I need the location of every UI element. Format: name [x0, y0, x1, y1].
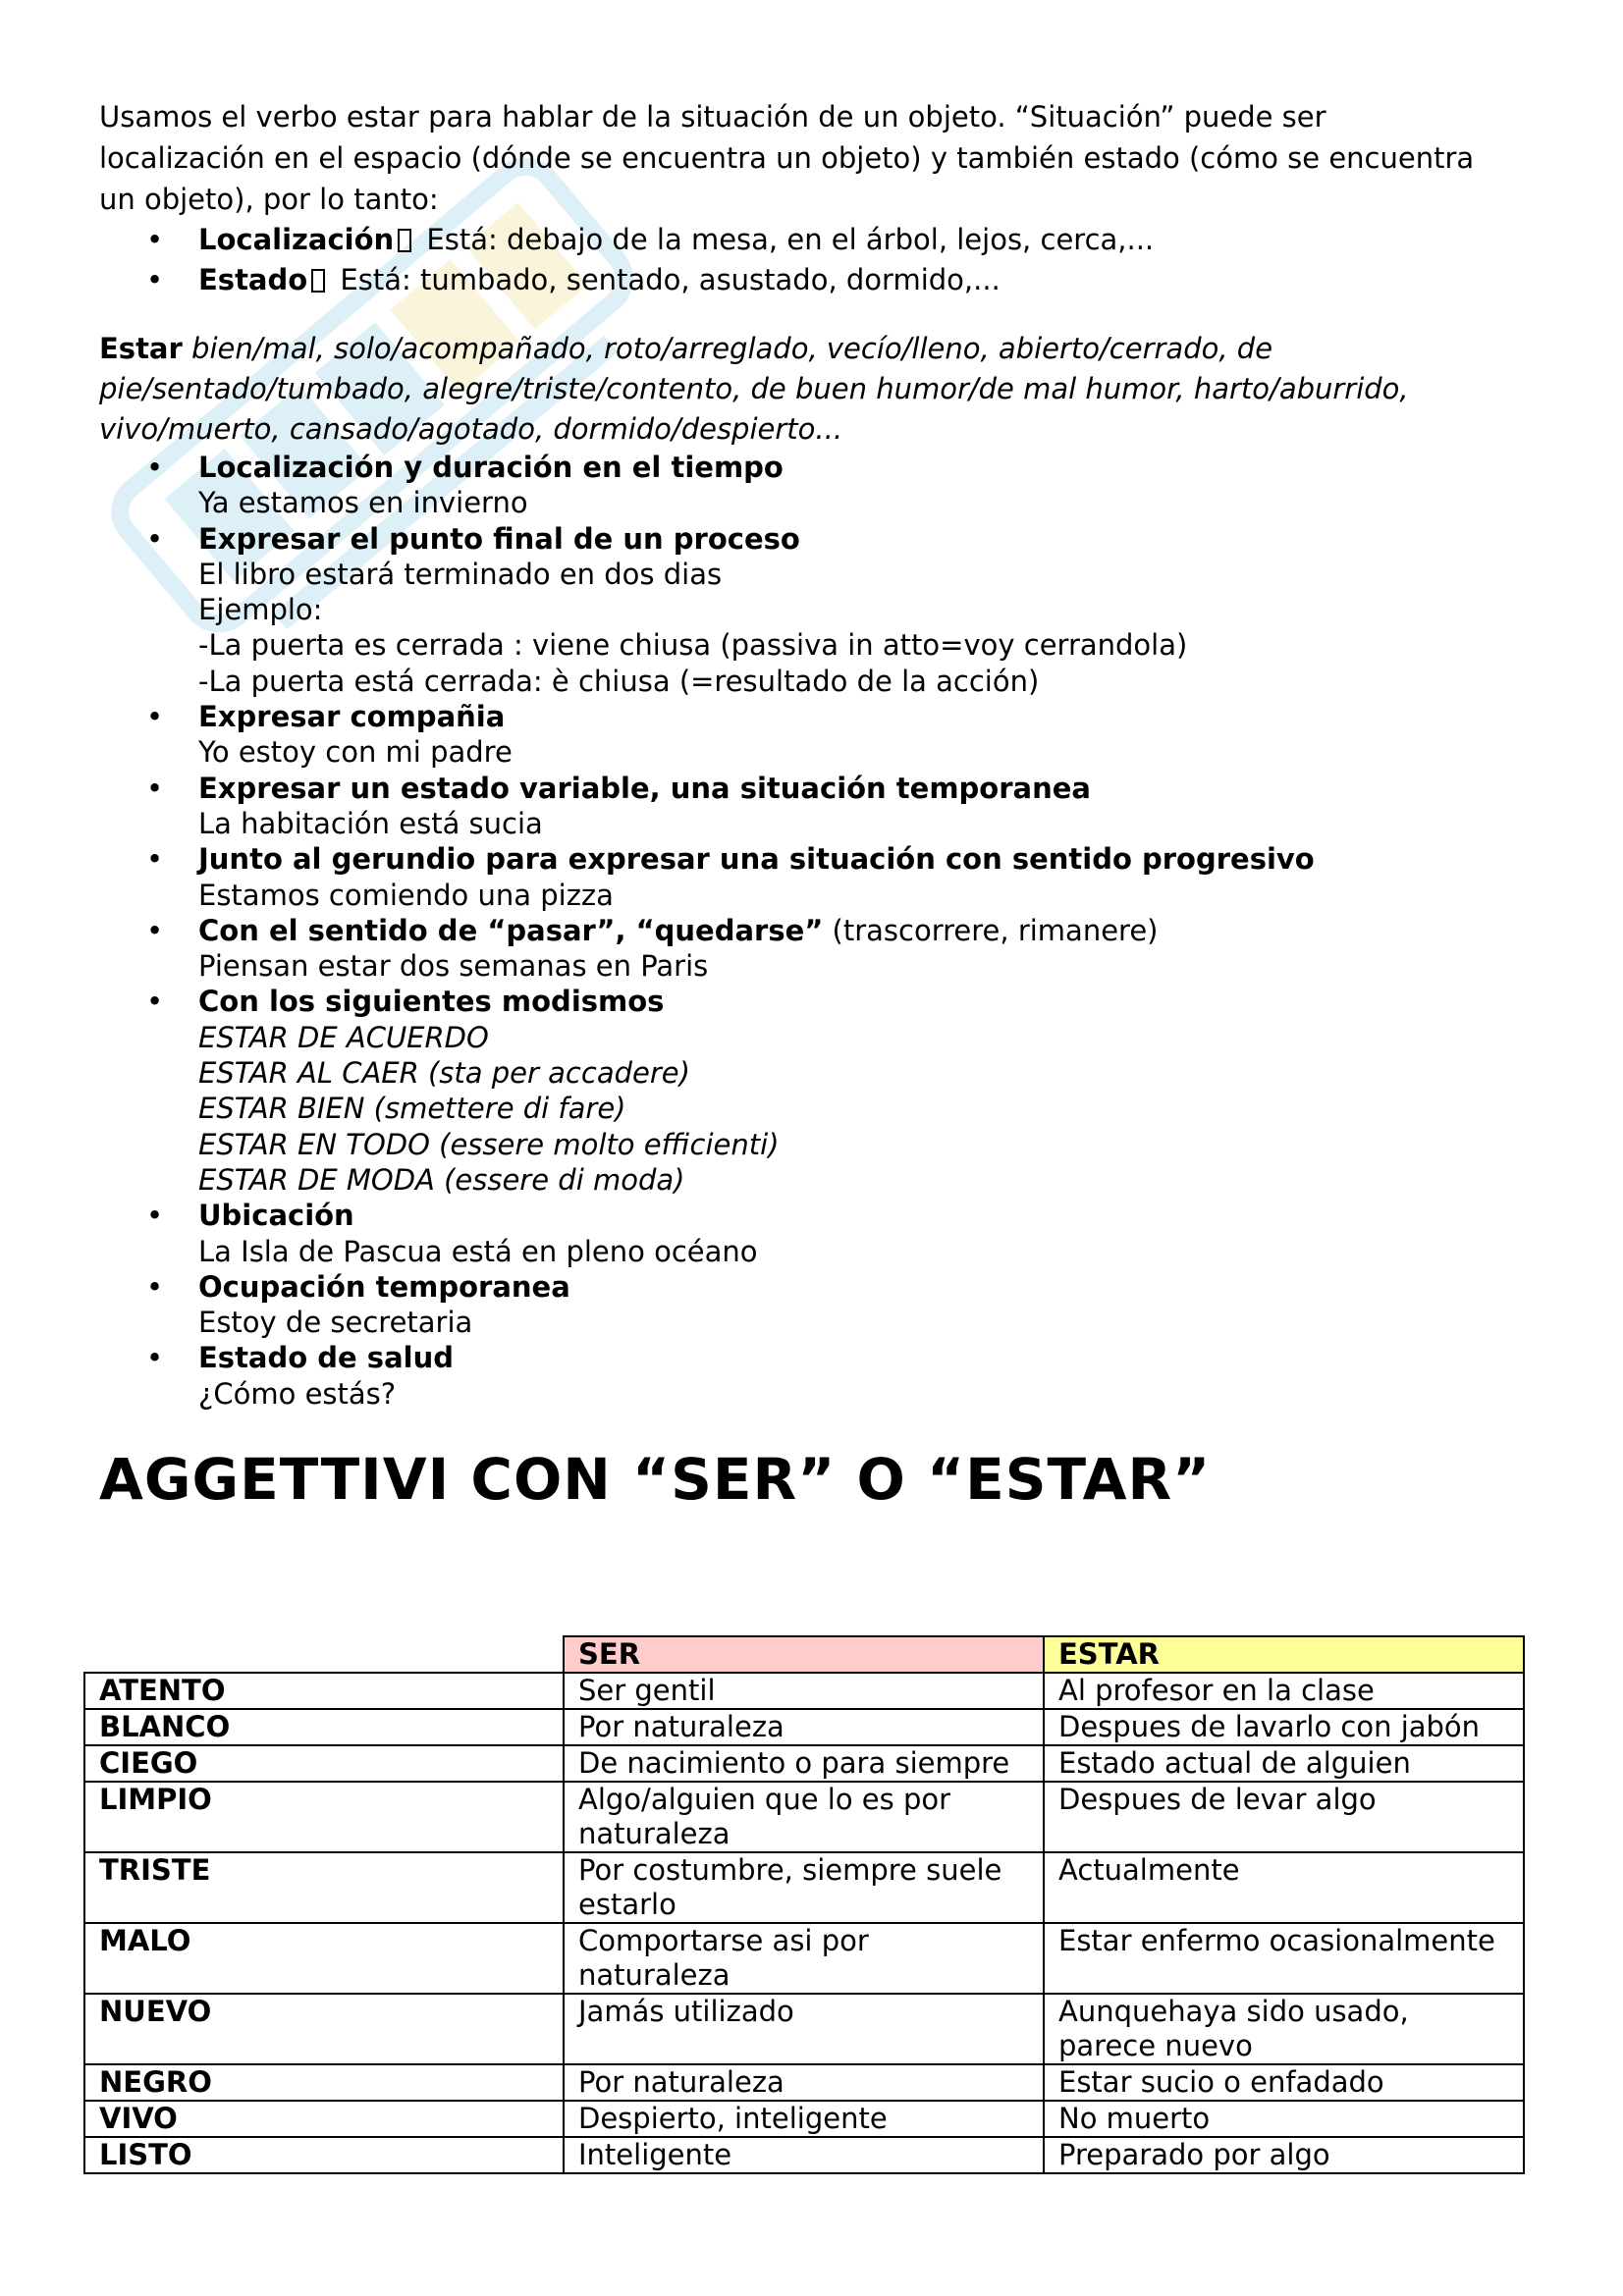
ser-cell: Por naturaleza [564, 1709, 1044, 1745]
list-item [99, 1198, 1533, 1269]
ser-cell: Jamás utilizado [564, 1994, 1044, 2064]
ser-cell: Inteligente [564, 2137, 1044, 2173]
use-example: Estoy de secretaria [198, 1306, 473, 1340]
adjective-cell: ATENTO [84, 1673, 564, 1709]
use-example: -La puerta es cerrada : viene chiusa (passiva in atto=voy cerrandola) [198, 628, 1188, 663]
table-row [84, 1709, 1524, 1745]
list-item-text: Está: tumbado, sentado, asustado, dormido,... [331, 263, 1001, 296]
adjective-cell: LISTO [84, 2137, 564, 2173]
table-row [84, 2064, 1524, 2101]
estar-cell: Al profesor en la clase [1044, 1673, 1524, 1709]
list-item [99, 771, 1533, 842]
table-header-row [84, 1636, 1524, 1673]
list-item [99, 699, 1533, 771]
ser-cell: Ser gentil [564, 1673, 1044, 1709]
idiom: ESTAR DE MODA (essere di moda) [198, 1162, 685, 1197]
adjective-cell: TRISTE [84, 1852, 564, 1923]
use-title-line [198, 913, 1533, 948]
use-example: El libro estará terminado en dos dias [198, 557, 723, 591]
estar-cell: Despues de lavarlo con jabón [1044, 1709, 1524, 1745]
list-item-term: Localización [198, 223, 395, 256]
use-title: • Ocupación temporanea [198, 1269, 570, 1304]
adjectives-table [83, 1635, 1525, 2174]
idiom: ESTAR EN TODO (essere molto efficienti) [198, 1127, 780, 1161]
ser-cell: Por costumbre, siempre suele estarlo [564, 1852, 1044, 1923]
use-example: Yo estoy con mi padre [198, 735, 513, 770]
ser-cell: De nacimiento o para siempre [564, 1745, 1044, 1782]
list-item-text: Está: debajo de la mesa, en el árbol, lejos, cerca,... [417, 223, 1155, 256]
estar-cell: Despues de levar algo [1044, 1782, 1524, 1852]
header-estar: ESTAR [1044, 1636, 1524, 1673]
table-row [84, 1745, 1524, 1782]
estar-cell: Estar sucio o enfadado [1044, 2064, 1524, 2101]
use-example: La Isla de Pascua está en pleno océano [198, 1234, 758, 1268]
list-item [99, 1269, 1533, 1341]
use-example: -La puerta está cerrada: è chiusa (=resultado de la acción) [198, 664, 1040, 698]
table-row [84, 1852, 1524, 1923]
use-title: • Ubicación [198, 1199, 354, 1233]
estar-cell: Actualmente [1044, 1852, 1524, 1923]
table-row [84, 2137, 1524, 2173]
ser-cell: Despierto, inteligente [564, 2101, 1044, 2137]
section-heading: AGGETTIVI CON “SER” O “ESTAR” [99, 1446, 1212, 1514]
list-item-term: Estado [198, 263, 308, 296]
adjective-cell: MALO [84, 1923, 564, 1994]
use-title: Con el sentido de “pasar”, “quedarse” [198, 913, 824, 947]
adjective-cell: LIMPIO [84, 1782, 564, 1852]
use-title: • Expresar compañia [198, 700, 506, 734]
header-ser: SER [564, 1636, 1044, 1673]
estar-cell: No muerto [1044, 2101, 1524, 2137]
adjective-cell: BLANCO [84, 1709, 564, 1745]
document-page [99, 96, 1533, 1514]
list-item [99, 450, 1533, 521]
adjective-cell: NUEVO [84, 1994, 564, 2064]
ser-cell: Algo/alguien que lo es por naturaleza [564, 1782, 1044, 1852]
idiom: ESTAR DE ACUERDO [198, 1020, 489, 1054]
list-item [99, 220, 1533, 260]
header-empty-cell [84, 1636, 564, 1673]
use-title: • Estado de salud [198, 1341, 454, 1375]
use-title: • Expresar un estado variable, una situación temporanea [198, 771, 1091, 805]
estar-cell: Estado actual de alguien [1044, 1745, 1524, 1782]
list-item [99, 841, 1533, 913]
table-row [84, 2101, 1524, 2137]
idiom: ESTAR AL CAER (sta per accadere) [198, 1056, 690, 1091]
use-title-suffix: (trascorrere, rimanere) [823, 913, 1159, 947]
use-example: Piensan estar dos semanas en Paris [198, 949, 709, 984]
use-example: Estamos comiendo una pizza [198, 878, 614, 912]
use-title: • Junto al gerundio para expresar una situación con sentido progresivo [198, 842, 1315, 877]
estar-examples: bien/mal, solo/acompañado, roto/arreglado, vecío/lleno, abierto/cerrado, de pie/sentado/tumbado, alegre/triste/contento, de buen humor/de mal humor, harto/aburrido, vivo/muerto, cansado/agotado, dormido/despierto... [99, 332, 1409, 446]
table-row [84, 1782, 1524, 1852]
intro-paragraph: Usamos el verbo estar para hablar de la situación de un objeto. “Situación” puede ser localización en el espacio (dónde se encuentra un objeto) y también estado (cómo se encuentra un objeto), por lo tanto: [99, 100, 1475, 216]
use-title: • Expresar el punto final de un proceso [198, 521, 800, 556]
use-example: La habitación está sucia [198, 806, 543, 840]
idiom: ESTAR BIEN (smettere di fare) [198, 1092, 626, 1126]
estar-cell: Estar enfermo ocasionalmente [1044, 1923, 1524, 1994]
list-item [99, 260, 1533, 300]
table-row [84, 1923, 1524, 1994]
adjective-cell: NEGRO [84, 2064, 564, 2101]
ser-cell: Comportarse asi por naturaleza [564, 1923, 1044, 1994]
list-item [99, 913, 1533, 985]
table-row [84, 1994, 1524, 2064]
use-example: ¿Cómo estás? [198, 1376, 397, 1411]
arrow-placeholder-icon [311, 269, 325, 293]
use-title: • Con los siguientes modismos [198, 985, 665, 1019]
estar-paragraph [99, 329, 1513, 450]
adjective-cell: VIVO [84, 2101, 564, 2137]
table-row [84, 1673, 1524, 1709]
arrow-placeholder-icon [398, 229, 411, 252]
bullet-list-situation [99, 220, 1533, 300]
estar-cell: Preparado por algo [1044, 2137, 1524, 2173]
use-example: Ejemplo: [198, 593, 323, 627]
use-title: • Localización y duración en el tiempo [198, 451, 784, 484]
estar-lead: Estar [99, 332, 183, 365]
list-item [99, 984, 1533, 1198]
list-item [99, 521, 1533, 699]
ser-cell: Por naturaleza [564, 2064, 1044, 2101]
use-example: Ya estamos en invierno [198, 486, 528, 520]
list-item [99, 1340, 1533, 1412]
adjective-cell: CIEGO [84, 1745, 564, 1782]
bullet-list-uses [99, 450, 1533, 1412]
estar-cell: Aunquehaya sido usado, parece nuevo [1044, 1994, 1524, 2064]
